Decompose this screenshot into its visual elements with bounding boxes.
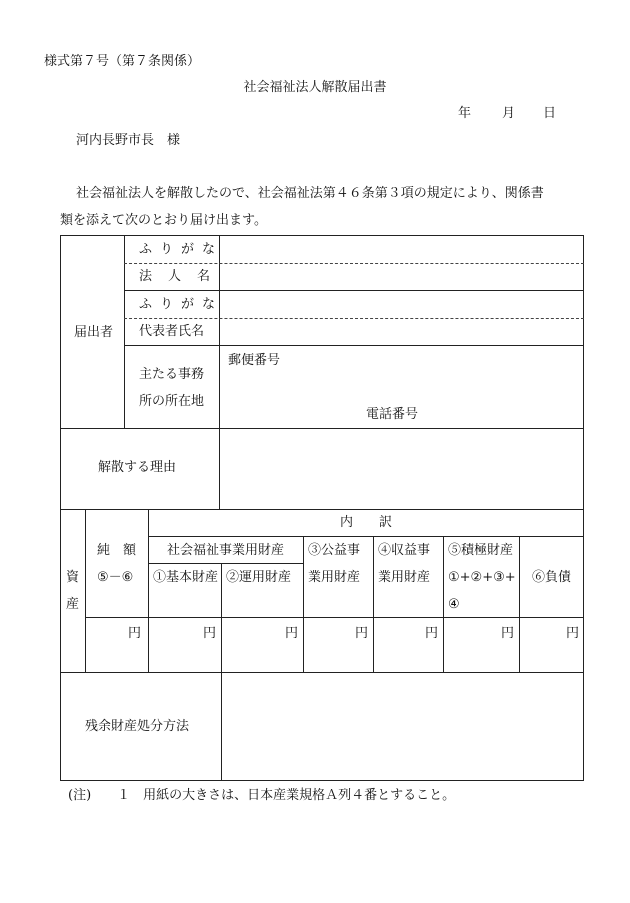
addressee: 河内長野市長 様 [76,133,181,148]
yen-unit-public: 円 [355,626,369,641]
yen-unit-operating: 円 [285,626,299,641]
yen-unit-net: 円 [128,626,142,641]
assets-section-label-1: 資 [66,570,80,585]
profit-business-property-label-1: ④収益事 [378,543,431,558]
positive-property-label-3: ④ [448,597,460,612]
liability-label: ⑥負債 [532,570,572,585]
date-month-label: 月 [502,106,516,121]
representative-name-label: 代表者氏名 [139,324,205,339]
intro-line-1: 社会福祉法人を解散したので、社会福祉法第４６条第３項の規定により、関係書 [76,186,544,201]
positive-property-label-2: ①+②+③+ [448,570,516,585]
document-title: 社会福祉法人解散届出書 [243,80,387,95]
operating-property-label: ②運用財産 [226,570,292,585]
furigana-label-2: ふりがな [139,297,224,312]
breakdown-label: 内 訳 [339,515,392,530]
public-interest-property-label-1: ③公益事 [308,543,361,558]
yen-unit-positive: 円 [501,626,515,641]
positive-property-label-1: ⑤積極財産 [448,543,514,558]
welfare-business-property-label: 社会福祉事業用財産 [166,543,284,558]
applicant-section-label: 届出者 [74,325,114,340]
yen-unit-profit: 円 [425,626,439,641]
intro-line-2: 類を添えて次のとおり届け出ます。 [60,213,267,228]
profit-business-property-label-2: 業用財産 [378,570,431,585]
postal-code-label: 郵便番号 [228,353,281,368]
corporation-name-label: 法人名 [139,269,227,284]
footnote: (注) １ 用紙の大きさは、日本産業規格Ａ列４番とすること。 [68,788,456,803]
basic-property-label: ①基本財産 [153,570,219,585]
residual-property-disposal-label: 残余財産処分方法 [85,719,190,734]
dissolution-reason-label: 解散する理由 [98,460,177,475]
assets-section-label-2: 産 [66,597,80,612]
yen-unit-liability: 円 [566,626,580,641]
office-address-label-2: 所の所在地 [139,394,205,409]
net-amount-formula: ⑤－⑥ [97,570,134,585]
office-address-label-1: 主たる事務 [139,367,205,382]
date-day-label: 日 [543,106,557,121]
phone-number-label: 電話番号 [366,407,419,422]
yen-unit-basic: 円 [203,626,217,641]
date-year-label: 年 [458,106,472,121]
net-amount-label: 純 額 [97,543,137,558]
public-interest-property-label-2: 業用財産 [308,570,361,585]
form-number: 様式第７号（第７条関係） [44,54,201,69]
furigana-label: ふりがな [139,242,224,257]
